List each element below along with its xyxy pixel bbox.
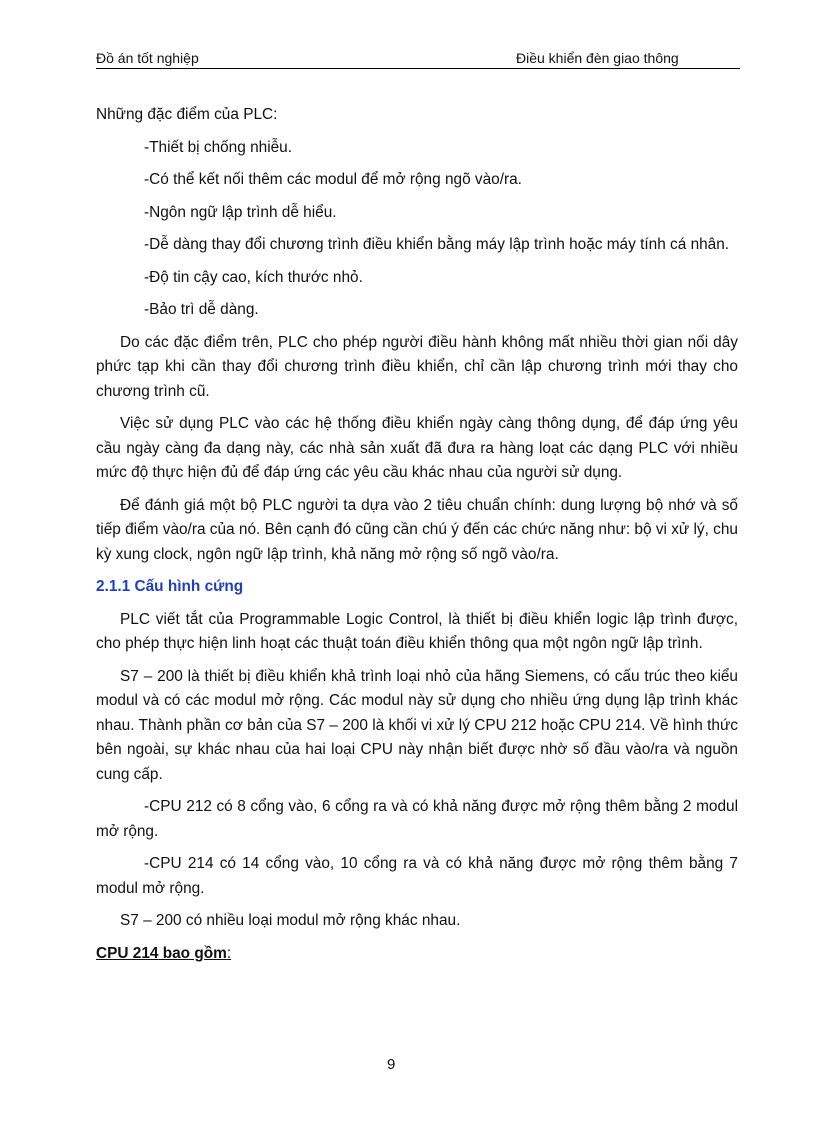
paragraph-intro: Những đặc điểm của PLC:	[96, 106, 278, 123]
bullet-cpu-212: -CPU 212 có 8 cổng vào, 6 cổng ra và có khả năng được mở rộng thêm bằng 2 modul mở rộng.	[96, 798, 738, 840]
bullet-cpu-214: -CPU 214 có 14 cổng vào, 10 cổng ra và có khả năng được mở rộng thêm bằng 7 modul mở rộng.	[96, 855, 738, 897]
header-right-title: Điều khiển đèn giao thông	[516, 50, 679, 66]
page-content	[96, 103, 738, 974]
paragraph-s7-200: S7 – 200 là thiết bị điều khiển khả trình loại nhỏ của hãng Siemens, có cấu trúc theo kiểu modul và có các modul mở rộng. Các modul này sử dụng cho nhiều ứng dụng lập trình khác nhau. Thành phần cơ bản của S7 – 200 là khối vi xử lý CPU 212 hoặc CPU 214. Về hình thức bên ngoài, sự khác nhau của hai loại CPU này nhận biết được nhờ số đầu vào/ra và nguồn cung cấp.	[96, 667, 738, 783]
subheading-cpu-214	[96, 942, 738, 967]
bullet-expansion-modules: -Có thể kết nối thêm các modul để mở rộng ngõ vào/ra.	[144, 171, 522, 188]
subheading-colon: :	[226, 944, 232, 962]
page-number: 9	[387, 1056, 396, 1073]
paragraph-usage: Việc sử dụng PLC vào các hệ thống điều khiển ngày càng thông dụng, để đáp ứng yêu cầu ngày càng đa dạng này, các nhà sản xuất đã đưa ra hàng loạt các dạng PLC với nhiều mức độ thực hiện đủ để đáp ứng các yêu cầu khác nhau của người sử dụng.	[96, 415, 738, 481]
bullet-noise-resistance: -Thiết bị chống nhiễu.	[144, 138, 293, 156]
paragraph-expansion-modules: S7 – 200 có nhiều loại modul mở rộng khác nhau.	[120, 912, 461, 929]
section-heading-hardware-config: 2.1.1 Cấu hình cứng	[96, 578, 244, 595]
page-header	[96, 48, 740, 69]
bullet-maintenance: -Bảo trì dễ dàng.	[144, 301, 259, 318]
bullet-reliability: -Độ tin cậy cao, kích thước nhỏ.	[144, 268, 363, 286]
paragraph-advantages: Do các đặc điểm trên, PLC cho phép người điều hành không mất nhiều thời gian nối dây phức tạp khi cần thay đổi chương trình điều khiển, chỉ cần lập chương trình mới thay cho chương trình cũ.	[96, 333, 738, 400]
header-left-title: Đồ án tốt nghiệp	[96, 50, 199, 66]
bullet-easy-reprogram: -Dễ dàng thay đổi chương trình điều khiển bằng máy lập trình hoặc máy tính cá nhân.	[144, 236, 730, 253]
bullet-easy-language: -Ngôn ngữ lập trình dễ hiểu.	[144, 203, 337, 221]
subheading-cpu-214-label: CPU 214 bao gồm	[96, 944, 227, 962]
paragraph-plc-definition: PLC viết tắt của Programmable Logic Control, là thiết bị điều khiển logic lập trình được, cho phép thực hiện linh hoạt các thuật toán điều khiển thông qua một ngôn ngữ lập trình.	[96, 610, 738, 652]
paragraph-evaluation: Để đánh giá một bộ PLC người ta dựa vào 2 tiêu chuẩn chính: dung lượng bộ nhớ và số tiếp điểm vào/ra của nó. Bên cạnh đó cũng cần chú ý đến các chức năng như: bộ vi xử lý, chu kỳ xung clock, ngôn ngữ lập trình, khả năng mở rộng số ngõ vào/ra.	[96, 496, 738, 563]
